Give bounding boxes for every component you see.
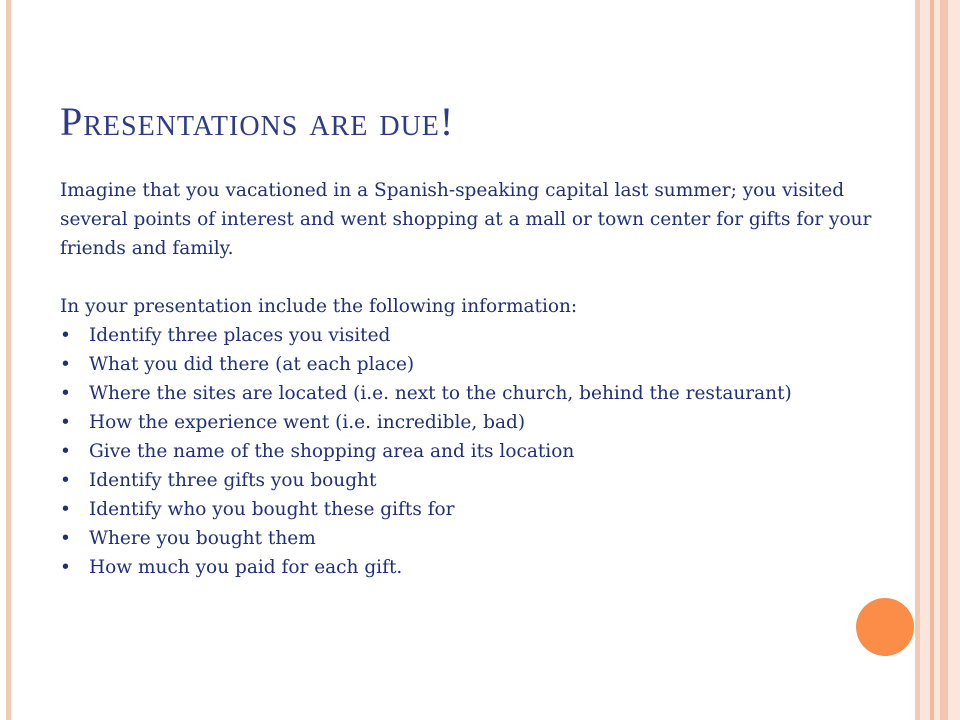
list-item-text: How much you paid for each gift. <box>89 557 403 578</box>
list-item <box>60 466 900 495</box>
list-item-text: Identify three gifts you bought <box>89 470 377 491</box>
list-item-text: Identify who you bought these gifts for <box>89 499 455 520</box>
bullet-icon: • <box>60 499 71 520</box>
list-item-text: Identify three places you visited <box>89 325 391 346</box>
right-stripe <box>948 0 960 720</box>
list-item-text: What you did there (at each place) <box>89 354 415 375</box>
intro-paragraph: Imagine that you vacationed in a Spanish-speaking capital last summer; you visited several points of interest and went shopping at a mall or town center for gifts for your friends and family. <box>60 180 872 259</box>
bullet-icon: • <box>60 470 71 491</box>
list-lead-text: In your presentation include the following information: <box>60 296 578 317</box>
list-item <box>60 437 900 466</box>
list-item-text: Where you bought them <box>89 528 316 549</box>
bullet-icon: • <box>60 325 71 346</box>
list-item <box>60 495 900 524</box>
slide-body <box>60 176 900 582</box>
list-item-text: Where the sites are located (i.e. next to the church, behind the restaurant) <box>89 383 792 404</box>
bullet-icon: • <box>60 557 71 578</box>
list-item-text: How the experience went (i.e. incredible, bad) <box>89 412 526 433</box>
list-item <box>60 379 900 408</box>
list-item-text: Give the name of the shopping area and its location <box>89 441 575 462</box>
list-item <box>60 524 900 553</box>
left-frame-border <box>6 0 11 720</box>
bullet-icon: • <box>60 412 71 433</box>
bullet-icon: • <box>60 441 71 462</box>
list-item <box>60 408 900 437</box>
right-stripe <box>940 0 948 720</box>
requirements-list <box>60 321 900 582</box>
slide-title: Presentations are due! <box>60 99 455 144</box>
list-item <box>60 321 900 350</box>
list-item <box>60 553 900 582</box>
bullet-icon: • <box>60 354 71 375</box>
bullet-icon: • <box>60 528 71 549</box>
right-stripe <box>920 0 930 720</box>
list-item <box>60 350 900 379</box>
bullet-icon: • <box>60 383 71 404</box>
accent-circle-decoration <box>856 598 914 656</box>
